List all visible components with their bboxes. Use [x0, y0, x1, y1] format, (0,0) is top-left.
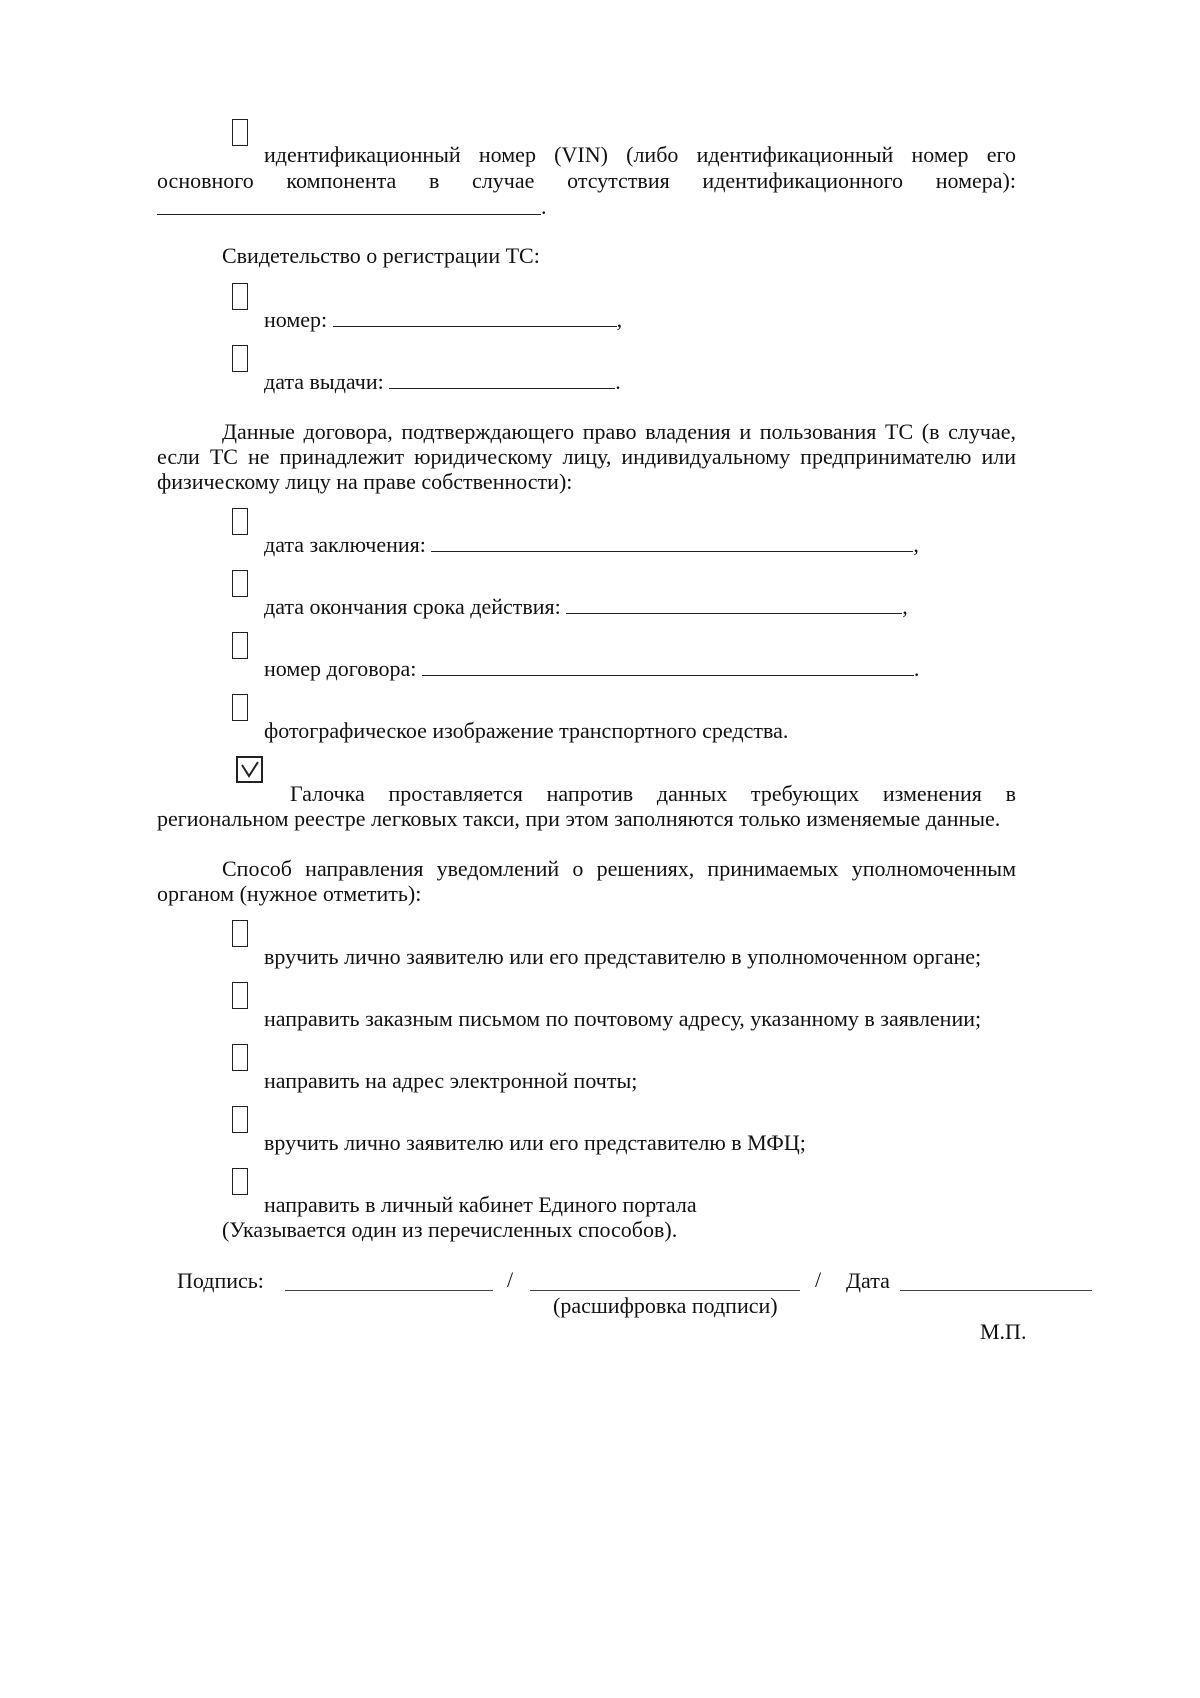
contract-intro-line3: физическому лицу на праве собственности):: [157, 469, 573, 494]
delivery-intro-line2: органом (нужное отметить):: [157, 881, 422, 906]
registration-number-label: номер:: [264, 307, 328, 332]
photo-label: фотографическое изображение транспортного средства.: [264, 718, 789, 743]
delivery-option-checkbox-4[interactable]: [232, 1106, 248, 1133]
signature-input-line[interactable]: [285, 1289, 493, 1291]
delivery-option-label-2: направить заказным письмом по почтовому адресу, указанному в заявлении;: [264, 1006, 982, 1031]
contract-number-label: номер договора:: [264, 656, 417, 681]
delivery-footnote: (Указывается один из перечисленных способов).: [222, 1217, 678, 1242]
signature-slash-1: /: [507, 1267, 514, 1292]
note-line2: региональном реестре легковых такси, при этом заполняются только изменяемые данные.: [157, 806, 1001, 831]
contract-number-checkbox[interactable]: [232, 632, 248, 659]
signature-label: Подпись:: [177, 1268, 264, 1293]
contract-number-punct: .: [913, 656, 920, 681]
registration-heading: Свидетельство о регистрации ТС:: [222, 243, 540, 268]
registration-number-input[interactable]: [333, 306, 617, 327]
delivery-option-checkbox-2[interactable]: [232, 982, 248, 1009]
vin-input-line[interactable]: [157, 193, 541, 215]
checkmark-icon: [240, 761, 260, 779]
contract-conclusion-checkbox[interactable]: [232, 508, 248, 535]
delivery-option-label-5: направить в личный кабинет Единого портала: [264, 1192, 697, 1217]
delivery-option-label-1: вручить лично заявителю или его представителю в уполномоченном органе;: [264, 944, 982, 969]
signature-decode-caption: (расшифровка подписи): [553, 1293, 778, 1318]
registration-number-punct: ,: [616, 307, 623, 332]
photo-checkbox[interactable]: [232, 694, 248, 721]
contract-number-row: [264, 655, 919, 683]
contract-conclusion-label: дата заключения:: [264, 532, 426, 557]
note-line1: Галочка проставляется напротив данных требующих изменения в: [290, 781, 1016, 806]
delivery-option-label-4: вручить лично заявителю или его представителю в МФЦ;: [264, 1130, 806, 1155]
contract-expiry-checkbox[interactable]: [232, 570, 248, 597]
vin-checkbox[interactable]: [232, 119, 248, 146]
contract-expiry-row: [264, 593, 908, 621]
contract-conclusion-input[interactable]: [431, 531, 913, 552]
vin-label-line2: основного компонента в случае отсутствия идентификационного номера):: [157, 168, 1016, 193]
contract-conclusion-punct: ,: [913, 532, 919, 557]
contract-intro-line2: если ТС не принадлежит юридическому лицу, индивидуальному предпринимателю или: [157, 444, 1016, 469]
contract-expiry-label: дата окончания срока действия:: [264, 594, 561, 619]
vin-end-punct: .: [541, 194, 547, 219]
contract-expiry-input[interactable]: [566, 593, 902, 614]
contract-number-input[interactable]: [422, 655, 914, 676]
signature-date-label: Дата: [846, 1268, 890, 1293]
contract-expiry-punct: ,: [902, 594, 908, 619]
contract-intro-line1: Данные договора, подтверждающего право владения и пользования ТС (в случае,: [222, 419, 1016, 444]
registration-date-label: дата выдачи:: [264, 369, 384, 394]
delivery-option-checkbox-3[interactable]: [232, 1044, 248, 1071]
registration-date-punct: .: [615, 369, 621, 394]
signature-date-input-line[interactable]: [900, 1289, 1092, 1291]
contract-conclusion-row: [264, 531, 919, 559]
registration-number-checkbox[interactable]: [232, 283, 248, 310]
delivery-intro-line1: Способ направления уведомлений о решениях, принимаемых уполномоченным: [222, 856, 1016, 881]
registration-date-input[interactable]: [389, 368, 615, 389]
signature-slash-2: /: [815, 1267, 822, 1292]
registration-date-row: [264, 368, 621, 396]
example-checked-checkbox: [236, 756, 263, 783]
delivery-option-checkbox-1[interactable]: [232, 920, 248, 947]
signature-decode-input-line[interactable]: [530, 1289, 800, 1291]
delivery-option-checkbox-5[interactable]: [232, 1168, 248, 1195]
registration-number-row: [264, 306, 622, 334]
stamp-label: М.П.: [980, 1319, 1027, 1344]
registration-date-checkbox[interactable]: [232, 345, 248, 372]
vin-label-line1: идентификационный номер (VIN) (либо идентификационный номер его: [264, 142, 1016, 167]
delivery-option-label-3: направить на адрес электронной почты;: [264, 1068, 638, 1093]
